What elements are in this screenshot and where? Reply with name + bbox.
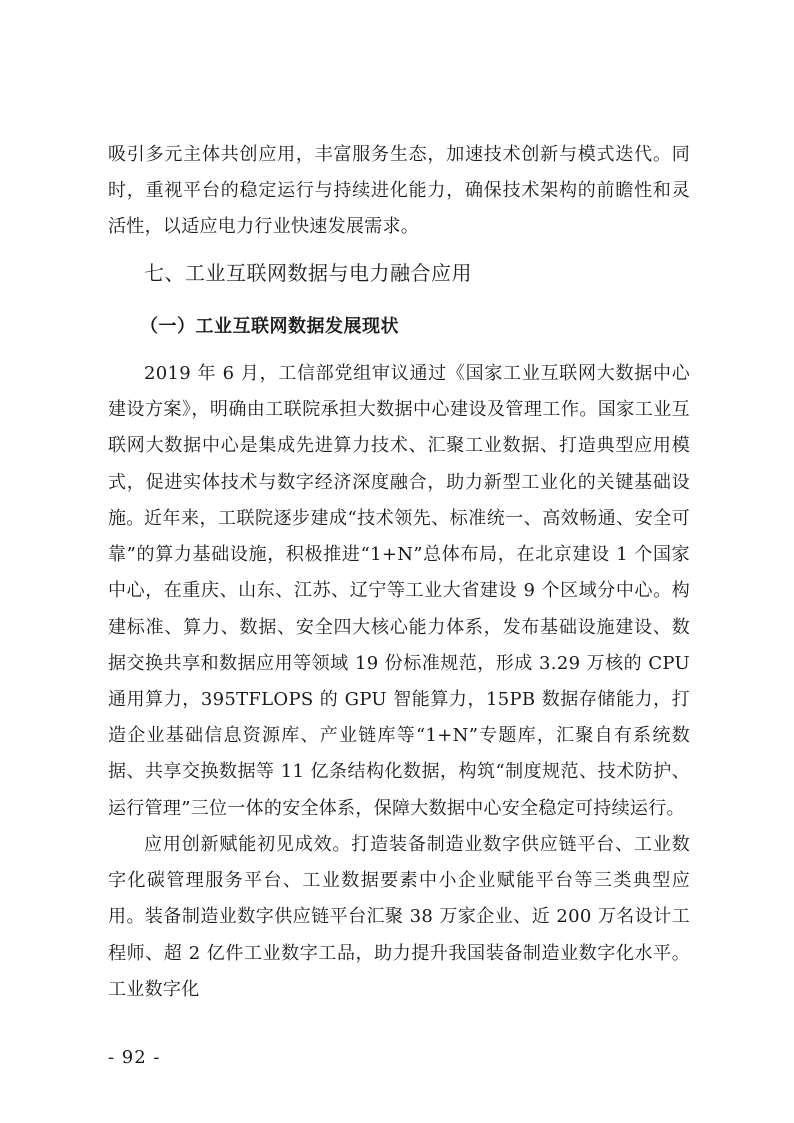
paragraph-applications: 应用创新赋能初见成效。打造装备制造业数字供应链平台、工业数字化碳管理服务平台、工业数据要素中小企业赋能平台等三类典型应用。装备制造业数字供应链平台汇聚 38 万家企业、近 200 万名设计工程师、超 2 亿件工业数字工品，助力提升我国装备制造业数字化水平。工业数字化: [108, 834, 690, 1000]
paragraph-infrastructure: 近年来，工联院逐步建成“技术领先、标准统一、高效畅通、安全可靠”的算力基础设施，积极推进“1+N”总体布局，在北京建设 1 个国家中心，在重庆、山东、江苏、辽宁等工业大省建设 9 个区域分中心。构建标准、算力、数据、安全四大核心能力体系，发布基础设施建设、数据交换共享和数据应用等领域 19 份标准规范，形成 3.29 万核的 CPU 通用算力，395TFLOPS 的 GPU 智能算力，15PB 数据存储能力，打造企业基础信息资源库、产业链库等“1+N”专题库，汇聚自有系统数据、共享交换数据等 11 亿条结构化数据，构筑“制度规范、技术防护、运行管理”三位一体的安全体系，保障大数据中心安全稳定可持续运行。: [108, 508, 690, 819]
page-number: - 92 -: [108, 1047, 161, 1068]
section-heading: 七、工业互联网数据与电力融合应用: [144, 261, 472, 285]
paragraph-intro: 2019 年 6 月，工信部党组审议通过《国家工业互联网大数据中心建设方案》，明确由工联院承担大数据中心建设及管理工作。国家工业互联网大数据中心是集成先进算力技术、汇聚工业数据、打造典型应用模式，促进实体技术与数字经济深度融合，助力新型工业化的关键基础设施。: [108, 363, 690, 529]
subsection-heading: （一）工业互联网数据发展现状: [140, 316, 399, 337]
paragraph-continuation: 吸引多元主体共创应用，丰富服务生态，加速技术创新与模式迭代。同时，重视平台的稳定运行与持续进化能力，确保技术架构的前瞻性和灵活性，以适应电力行业快速发展需求。: [108, 144, 690, 238]
